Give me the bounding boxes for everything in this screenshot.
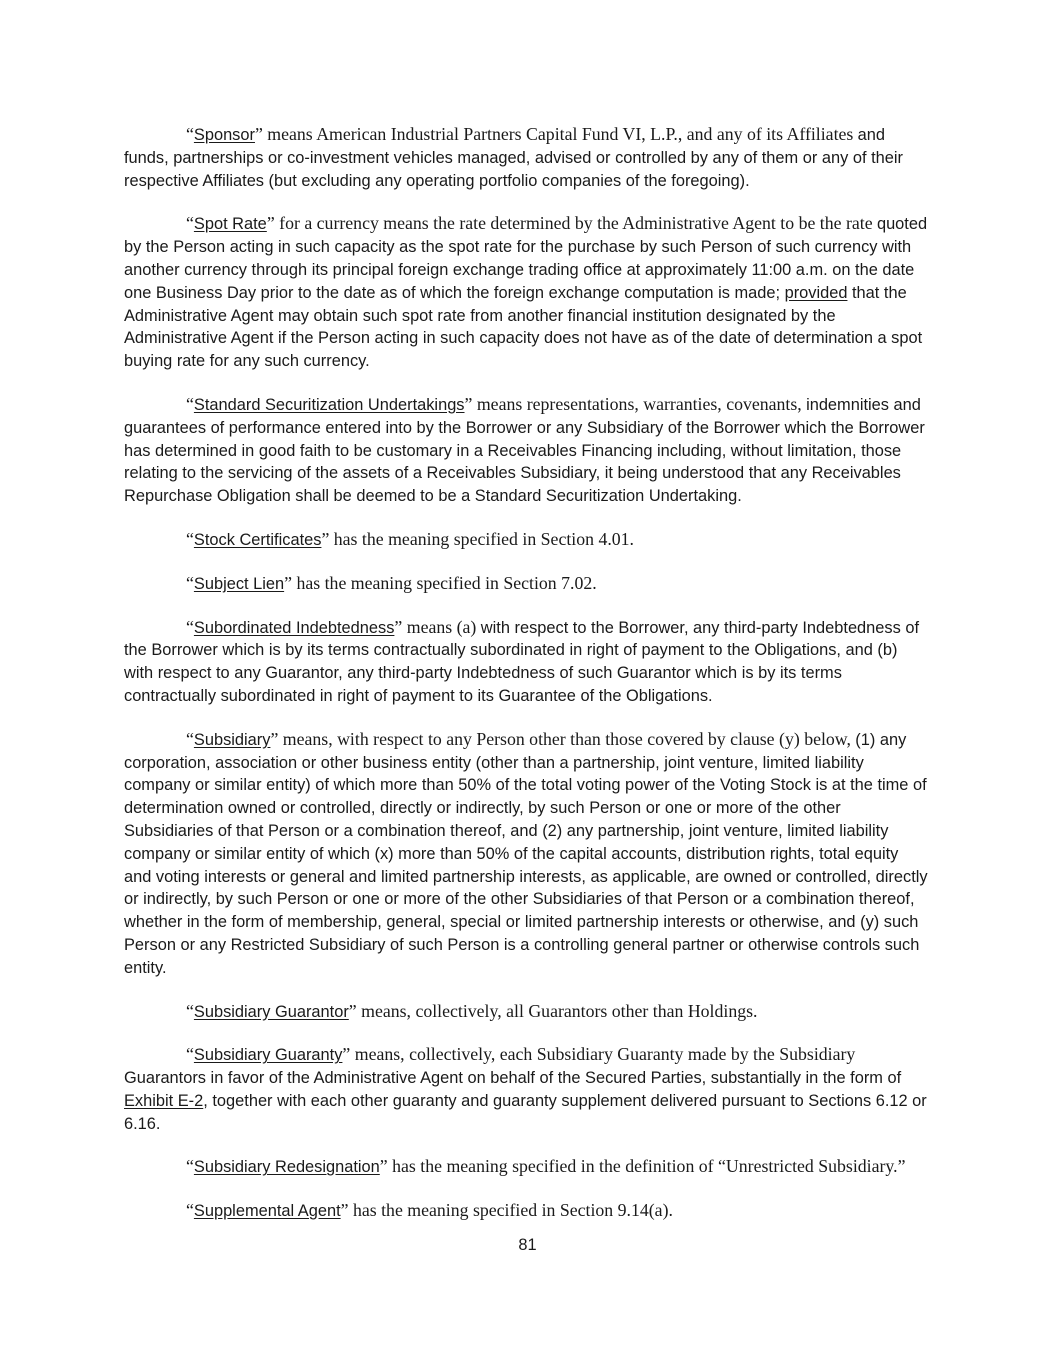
definition-spot-rate (124, 213, 930, 373)
definition-body-continued: , together with each other guaranty and guaranty supplement delivered pursuant to Sections 6.12 or 6.16. (124, 1091, 927, 1133)
definition-lead: ” has the meaning specified in the definition of “Unrestricted Subsidiary.” (379, 1156, 906, 1177)
defined-term: Supplemental Agent (193, 1202, 341, 1221)
definition-body-continued: that the Administrative Agent may obtain such spot rate from another financial institution designated by the Administrative Agent if the Person acting in such capacity does not have as of the date of determination a spot buying rate for any such currency. (124, 283, 923, 371)
definition-body: Guarantors in favor of the Administrative Agent on behalf of the Secured Parties, substantially in the form of (124, 1069, 902, 1088)
open-quote: “ (186, 1200, 194, 1221)
open-quote: “ (186, 213, 194, 234)
open-quote: “ (186, 124, 194, 144)
definition-lead: ” for a currency means the rate determined by the Administrative Agent to be the rate (266, 213, 873, 234)
definition-lead: ” means (a) (394, 616, 481, 637)
definition-lead: ” means, collectively, each Subsidiary Guaranty made by the Subsidiary (342, 1044, 856, 1065)
definition-supplemental-agent (124, 1200, 930, 1223)
open-quote: “ (186, 728, 194, 749)
definition-body: quoted by the Person acting in such capacity as the spot rate for the purchase by such Person of such currency with another currency through its principal foreign exchange trading office at approximately 11:00 a.m. on the date one Business Day prior to the date as of which the foreign exchange computation is made; (124, 215, 928, 302)
definition-lead: ” has the meaning specified in Section 7.02. (284, 572, 597, 593)
definition-lead: ” has the meaning specified in Section 4.01. (321, 528, 635, 549)
open-quote: “ (186, 1156, 194, 1177)
defined-term: Subsidiary Redesignation (193, 1158, 380, 1177)
definition-subsidiary-guarantor (124, 1001, 930, 1024)
definition-body: with respect to the Borrower, any third-party Indebtedness of the Borrower which is by its terms contractually subordinated in right of payment to the Obligations, and (b) with respect to any Guarantor, any third-party Indebtedness of such Guarantor which is by its terms contractually subordinated in right of payment to its Guarantee of the Obligations. (124, 618, 920, 705)
defined-term: Standard Securitization Undertakings (193, 395, 465, 414)
open-quote: “ (186, 1000, 194, 1021)
definition-body: (1) any corporation, association or other business entity (other than a partnership, joint venture, limited liability company or similar entity) of which more than 50% of the total voting power of the Voting Stock is at the time of determination owned or controlled, directly or indirectly, by such Person or one or more of the other Subsidiaries of that Person or a combination thereof, and (2) any partnership, joint venture, limited liability company or similar entity of which (x) more than 50% of the capital accounts, distribution rights, total equity and voting interests or general and limited partnership interests, as applicable, are owned or controlled, directly or indirectly, by such Person or one or more of the other Subsidiaries of that Person or a combination thereof, whether in the form of membership, general, special or limited partnership interests or otherwise, and (y) such Person or any Restricted Subsidiary of such Person is a controlling general partner or otherwise controls such entity. (124, 730, 928, 977)
provided-term: provided (784, 283, 848, 302)
open-quote: “ (186, 616, 194, 637)
definition-subject-lien (124, 573, 930, 596)
open-quote: “ (186, 572, 194, 593)
document-body (124, 124, 930, 1244)
definition-sponsor (124, 124, 930, 192)
defined-term: Subsidiary Guaranty (193, 1046, 343, 1065)
open-quote: “ (186, 1044, 194, 1065)
definition-lead: ” means, collectively, all Guarantors other than Holdings. (348, 1000, 758, 1021)
defined-term: Sponsor (193, 126, 255, 144)
definition-subsidiary (124, 729, 930, 980)
defined-term: Subject Lien (193, 574, 285, 593)
defined-term: Subsidiary Guarantor (193, 1002, 349, 1021)
definition-body: indemnities and guarantees of performance entered into by the Borrower or any Subsidiary of the Borrower which the Borrower has determined in good faith to be customary in a Receivables Financing including, without limitation, those relating to the servicing of the assets of a Receivables Subsidiary, it being understood that any Receivables Repurchase Obligation shall be deemed to be a Standard Securitization Undertaking. (124, 395, 925, 506)
definition-body: and funds, partnerships or co-investment vehicles managed, advised or controlled by any of them or any of their respective Affiliates (but excluding any operating portfolio companies of the foregoing). (124, 126, 903, 190)
definition-lead: ” means American Industrial Partners Capital Fund VI, L.P., and any of its Affiliates (254, 124, 854, 144)
definition-lead: ” means, with respect to any Person other than those covered by clause (y) below, (270, 728, 851, 749)
definition-subordinated-indebtedness (124, 617, 930, 708)
definition-standard-securitization-undertakings (124, 394, 930, 508)
defined-term: Subordinated Indebtedness (193, 618, 395, 637)
open-quote: “ (186, 393, 194, 414)
defined-term: Subsidiary (193, 730, 271, 749)
definition-subsidiary-guaranty (124, 1044, 930, 1135)
page-number: 81 (518, 1236, 537, 1254)
definition-lead: ” means representations, warranties, covenants, (464, 393, 802, 414)
definition-stock-certificates (124, 529, 930, 552)
defined-term: Spot Rate (193, 215, 267, 234)
open-quote: “ (186, 528, 194, 549)
defined-term: Stock Certificates (193, 530, 322, 549)
definition-lead: ” has the meaning specified in Section 9.14(a). (340, 1200, 673, 1221)
exhibit-reference: Exhibit E-2 (124, 1091, 204, 1110)
definition-subsidiary-redesignation (124, 1156, 930, 1179)
